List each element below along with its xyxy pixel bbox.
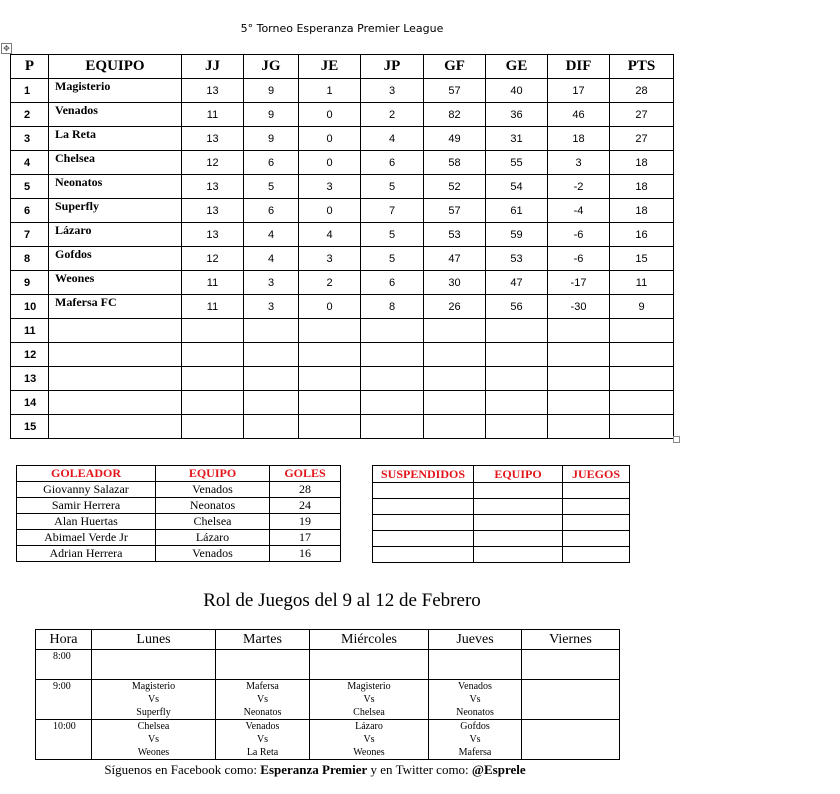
standings-cell-jp — [361, 319, 424, 343]
standings-header-row — [11, 55, 674, 79]
match-vs: Vs — [147, 694, 160, 705]
standings-cell-team — [49, 391, 182, 415]
schedule-header-cell: Hora — [36, 630, 92, 650]
standings-cell-pts: 27 — [610, 103, 674, 127]
standings-row — [11, 367, 674, 391]
standings-cell-dif: -30 — [548, 295, 610, 319]
standings-cell-dif — [548, 391, 610, 415]
scorer-row — [17, 530, 341, 546]
schedule-slot — [429, 720, 522, 760]
standings-cell-dif: 46 — [548, 103, 610, 127]
scorer-cell-name: Samir Herrera — [17, 498, 156, 514]
standings-cell-team: Lázaro — [49, 223, 182, 247]
standings-cell-jg: 6 — [244, 199, 299, 223]
match-home-team: Lázaro — [355, 721, 383, 732]
scorer-cell-name: Adrian Herrera — [17, 546, 156, 562]
standings-cell-jg: 6 — [244, 151, 299, 175]
standings-cell-jg: 5 — [244, 175, 299, 199]
standings-cell-pts: 28 — [610, 79, 674, 103]
standings-cell-pts: 16 — [610, 223, 674, 247]
standings-cell-jg — [244, 343, 299, 367]
scorers-table — [16, 465, 341, 562]
scorer-row — [17, 498, 341, 514]
standings-cell-gf: 47 — [424, 247, 486, 271]
standings-header-cell: PTS — [610, 55, 674, 79]
standings-cell-gf: 49 — [424, 127, 486, 151]
standings-cell-jg: 4 — [244, 223, 299, 247]
match-home-team: Venados — [458, 681, 492, 692]
standings-cell-je — [299, 367, 361, 391]
standings-cell-jj: 13 — [182, 127, 244, 151]
scorers-header-row — [17, 466, 341, 482]
standings-cell-gf: 30 — [424, 271, 486, 295]
standings-cell-ge — [486, 391, 548, 415]
standings-row — [11, 175, 674, 199]
standings-cell-dif: 17 — [548, 79, 610, 103]
scorer-cell-name: Abimael Verde Jr — [17, 530, 156, 546]
standings-row — [11, 247, 674, 271]
schedule-slot — [522, 650, 620, 680]
scorer-cell-team: Chelsea — [156, 514, 270, 530]
match-away-team: Neonatos — [243, 707, 282, 718]
standings-cell-jj — [182, 391, 244, 415]
schedule-slot — [92, 680, 216, 720]
standings-cell-jp: 2 — [361, 103, 424, 127]
standings-cell-jj: 12 — [182, 151, 244, 175]
standings-header-cell: EQUIPO — [49, 55, 182, 79]
standings-cell-jj — [182, 415, 244, 439]
standings-cell-p: 9 — [11, 271, 49, 295]
standings-cell-team: Mafersa FC — [49, 295, 182, 319]
standings-cell-pts: 18 — [610, 199, 674, 223]
standings-cell-jp: 7 — [361, 199, 424, 223]
match-away-team: La Reta — [246, 747, 279, 758]
scorer-row — [17, 546, 341, 562]
standings-cell-p: 14 — [11, 391, 49, 415]
standings-cell-team: Chelsea — [49, 151, 182, 175]
schedule-slot — [92, 720, 216, 760]
schedule-slot — [522, 720, 620, 760]
suspended-cell-games — [563, 499, 630, 515]
standings-cell-jj: 11 — [182, 271, 244, 295]
schedule-row — [36, 680, 620, 720]
standings-cell-dif — [548, 343, 610, 367]
standings-cell-pts: 27 — [610, 127, 674, 151]
suspended-row — [373, 499, 630, 515]
scorer-cell-name: Giovanny Salazar — [17, 482, 156, 498]
standings-cell-gf: 26 — [424, 295, 486, 319]
schedule-row — [36, 720, 620, 760]
standings-cell-je — [299, 391, 361, 415]
suspended-cell-team — [474, 515, 563, 531]
match-away-team: Mafersa — [458, 747, 492, 758]
scorer-row — [17, 514, 341, 530]
standings-cell-team: Weones — [49, 271, 182, 295]
standings-cell-jj: 13 — [182, 175, 244, 199]
standings-cell-gf: 57 — [424, 199, 486, 223]
match-away-team: Superfly — [136, 707, 171, 718]
standings-cell-team: La Reta — [49, 127, 182, 151]
standings-cell-gf — [424, 391, 486, 415]
standings-cell-p: 13 — [11, 367, 49, 391]
match-away-team: Chelsea — [353, 707, 385, 718]
schedule-slot — [310, 650, 429, 680]
standings-cell-ge — [486, 367, 548, 391]
standings-cell-team — [49, 415, 182, 439]
standings-cell-pts: 11 — [610, 271, 674, 295]
standings-cell-p: 10 — [11, 295, 49, 319]
suspended-cell-games — [563, 483, 630, 499]
standings-cell-jj: 12 — [182, 247, 244, 271]
schedule-slot — [522, 680, 620, 720]
standings-cell-jg: 3 — [244, 295, 299, 319]
standings-cell-p: 5 — [11, 175, 49, 199]
standings-cell-team — [49, 343, 182, 367]
standings-cell-pts — [610, 391, 674, 415]
standings-cell-gf: 57 — [424, 79, 486, 103]
schedule-hour: 8:00 — [36, 650, 92, 680]
schedule-hour: 10:00 — [36, 720, 92, 760]
standings-cell-je: 0 — [299, 103, 361, 127]
match-home-team: Gofdos — [460, 721, 490, 732]
standings-cell-jj: 11 — [182, 295, 244, 319]
match-vs: Vs — [147, 734, 160, 745]
match-away-team: Weones — [353, 747, 385, 758]
suspended-header-cell: EQUIPO — [474, 466, 563, 483]
match-home-team: Venados — [245, 721, 280, 732]
standings-cell-jj: 11 — [182, 103, 244, 127]
standings-header-cell: GE — [486, 55, 548, 79]
schedule-header-cell: Lunes — [92, 630, 216, 650]
standings-cell-team — [49, 319, 182, 343]
schedule-slot — [429, 680, 522, 720]
suspended-header-row — [373, 466, 630, 483]
schedule-slot — [429, 650, 522, 680]
standings-cell-jp: 4 — [361, 127, 424, 151]
standings-cell-jp: 5 — [361, 247, 424, 271]
standings-cell-jj — [182, 367, 244, 391]
standings-cell-p: 2 — [11, 103, 49, 127]
standings-cell-dif: -6 — [548, 247, 610, 271]
standings-cell-je: 2 — [299, 271, 361, 295]
standings-cell-pts — [610, 343, 674, 367]
standings-cell-je — [299, 415, 361, 439]
standings-cell-pts: 18 — [610, 151, 674, 175]
match-vs: Vs — [363, 734, 375, 745]
suspended-cell-name — [373, 515, 474, 531]
standings-cell-team: Magisterio — [49, 79, 182, 103]
standings-cell-je — [299, 343, 361, 367]
suspended-cell-name — [373, 499, 474, 515]
standings-cell-p: 8 — [11, 247, 49, 271]
standings-cell-jg: 4 — [244, 247, 299, 271]
suspended-row — [373, 531, 630, 547]
standings-cell-ge: 31 — [486, 127, 548, 151]
suspended-cell-team — [474, 499, 563, 515]
suspended-cell-team — [474, 531, 563, 547]
standings-header-cell: JP — [361, 55, 424, 79]
standings-cell-jp: 6 — [361, 271, 424, 295]
schedule-slot — [216, 720, 310, 760]
standings-cell-dif: -6 — [548, 223, 610, 247]
standings-row — [11, 151, 674, 175]
schedule-slot — [310, 720, 429, 760]
suspended-row — [373, 515, 630, 531]
match-home-team: Magisterio — [131, 681, 176, 692]
standings-row — [11, 295, 674, 319]
standings-row — [11, 199, 674, 223]
twitter-handle: @Esprele — [471, 762, 526, 777]
standings-cell-je: 0 — [299, 151, 361, 175]
standings-cell-gf: 53 — [424, 223, 486, 247]
match-vs: Vs — [256, 694, 269, 705]
match-home-team: Mafersa — [246, 681, 279, 692]
standings-cell-dif: 18 — [548, 127, 610, 151]
standings-header-cell: GF — [424, 55, 486, 79]
standings-cell-gf: 58 — [424, 151, 486, 175]
scorers-header-cell: GOLEADOR — [17, 466, 156, 482]
standings-cell-jg: 3 — [244, 271, 299, 295]
standings-header-cell: JJ — [182, 55, 244, 79]
match-away-team: Weones — [137, 747, 170, 758]
suspended-cell-games — [563, 547, 630, 563]
schedule-header-row — [36, 630, 620, 650]
standings-cell-jp: 3 — [361, 79, 424, 103]
standings-cell-jp: 6 — [361, 151, 424, 175]
standings-cell-ge: 59 — [486, 223, 548, 247]
standings-cell-je: 0 — [299, 295, 361, 319]
standings-cell-dif — [548, 415, 610, 439]
match-vs: Vs — [469, 734, 481, 745]
standings-cell-team: Gofdos — [49, 247, 182, 271]
standings-header-cell: JE — [299, 55, 361, 79]
standings-cell-jg: 9 — [244, 79, 299, 103]
standings-cell-je: 0 — [299, 127, 361, 151]
standings-cell-jg: 9 — [244, 103, 299, 127]
standings-cell-jg: 9 — [244, 127, 299, 151]
standings-cell-dif: -17 — [548, 271, 610, 295]
suspended-header-cell: JUEGOS — [563, 466, 630, 483]
standings-cell-jj — [182, 343, 244, 367]
standings-cell-je: 4 — [299, 223, 361, 247]
standings-cell-p: 12 — [11, 343, 49, 367]
schedule-slot — [92, 650, 216, 680]
standings-cell-jj: 13 — [182, 199, 244, 223]
standings-cell-gf — [424, 343, 486, 367]
match-home-team: Magisterio — [347, 681, 391, 692]
scorer-cell-team: Venados — [156, 482, 270, 498]
suspended-cell-team — [474, 483, 563, 499]
match-away-team: Neonatos — [456, 707, 494, 718]
suspended-cell-name — [373, 531, 474, 547]
standings-cell-ge — [486, 319, 548, 343]
match-home-team: Chelsea — [137, 721, 170, 732]
suspended-row — [373, 483, 630, 499]
standings-cell-p: 4 — [11, 151, 49, 175]
suspended-cell-team — [474, 547, 563, 563]
standings-row — [11, 103, 674, 127]
standings-header-cell: P — [11, 55, 49, 79]
standings-cell-p: 15 — [11, 415, 49, 439]
standings-cell-jp — [361, 343, 424, 367]
standings-cell-ge: 53 — [486, 247, 548, 271]
schedule-table — [35, 629, 620, 760]
standings-cell-p: 7 — [11, 223, 49, 247]
scorer-cell-team: Lázaro — [156, 530, 270, 546]
standings-cell-p: 6 — [11, 199, 49, 223]
standings-cell-jp — [361, 367, 424, 391]
standings-row — [11, 223, 674, 247]
footer-middle: y en Twitter como: — [367, 762, 472, 777]
table-move-handle-icon[interactable]: ✥ — [1, 43, 12, 54]
schedule-header-cell: Miércoles — [310, 630, 429, 650]
suspended-cell-name — [373, 483, 474, 499]
suspended-table — [372, 465, 630, 563]
standings-cell-dif: -4 — [548, 199, 610, 223]
standings-cell-gf — [424, 367, 486, 391]
standings-cell-jg — [244, 415, 299, 439]
scorer-cell-team: Neonatos — [156, 498, 270, 514]
suspended-cell-games — [563, 531, 630, 547]
standings-table — [10, 54, 674, 439]
match-vs: Vs — [363, 694, 375, 705]
standings-cell-dif: 3 — [548, 151, 610, 175]
standings-cell-jp: 5 — [361, 223, 424, 247]
schedule-hour: 9:00 — [36, 680, 92, 720]
facebook-handle: Esperanza Premier — [260, 762, 368, 777]
schedule-title: Rol de Juegos del 9 al 12 de Febrero — [203, 590, 481, 611]
suspended-row — [373, 547, 630, 563]
standings-cell-pts: 18 — [610, 175, 674, 199]
standings-header-cell: JG — [244, 55, 299, 79]
standings-cell-je: 0 — [299, 199, 361, 223]
standings-cell-jp — [361, 415, 424, 439]
standings-cell-gf: 52 — [424, 175, 486, 199]
standings-cell-jg — [244, 367, 299, 391]
standings-cell-pts — [610, 367, 674, 391]
scorers-header-cell: EQUIPO — [156, 466, 270, 482]
standings-cell-ge: 61 — [486, 199, 548, 223]
standings-cell-jg — [244, 391, 299, 415]
scorer-cell-team: Venados — [156, 546, 270, 562]
suspended-cell-name — [373, 547, 474, 563]
standings-cell-dif — [548, 367, 610, 391]
standings-cell-ge — [486, 415, 548, 439]
standings-cell-team — [49, 367, 182, 391]
standings-cell-jj: 13 — [182, 79, 244, 103]
schedule-header-cell: Jueves — [429, 630, 522, 650]
scorer-cell-goals: 16 — [270, 546, 341, 562]
standings-cell-pts: 15 — [610, 247, 674, 271]
scorers-header-cell: GOLES — [270, 466, 341, 482]
schedule-slot — [216, 680, 310, 720]
match-vs: Vs — [256, 734, 269, 745]
standings-cell-ge: 36 — [486, 103, 548, 127]
schedule-slot — [216, 650, 310, 680]
standings-cell-gf — [424, 319, 486, 343]
footer-prefix: Síguenos en Facebook como: — [104, 762, 261, 777]
standings-cell-jp: 8 — [361, 295, 424, 319]
standings-cell-dif: -2 — [548, 175, 610, 199]
standings-cell-ge — [486, 343, 548, 367]
standings-cell-ge: 54 — [486, 175, 548, 199]
standings-cell-p: 3 — [11, 127, 49, 151]
standings-cell-ge: 47 — [486, 271, 548, 295]
document-title: 5° Torneo Esperanza Premier League — [240, 22, 444, 35]
standings-cell-ge: 40 — [486, 79, 548, 103]
standings-cell-team: Neonatos — [49, 175, 182, 199]
standings-cell-je: 3 — [299, 175, 361, 199]
standings-cell-p: 1 — [11, 79, 49, 103]
standings-header-cell: DIF — [548, 55, 610, 79]
standings-cell-pts — [610, 319, 674, 343]
table-resize-handle[interactable] — [673, 436, 680, 443]
suspended-header-cell: SUSPENDIDOS — [373, 466, 474, 483]
standings-cell-team: Superfly — [49, 199, 182, 223]
standings-row — [11, 391, 674, 415]
scorer-cell-goals: 17 — [270, 530, 341, 546]
schedule-header-cell: Viernes — [522, 630, 620, 650]
standings-cell-jj — [182, 319, 244, 343]
scorer-cell-goals: 19 — [270, 514, 341, 530]
scorer-cell-goals: 24 — [270, 498, 341, 514]
standings-cell-je: 1 — [299, 79, 361, 103]
standings-cell-dif — [548, 319, 610, 343]
standings-cell-p: 11 — [11, 319, 49, 343]
standings-cell-je: 3 — [299, 247, 361, 271]
standings-cell-je — [299, 319, 361, 343]
suspended-cell-games — [563, 515, 630, 531]
schedule-row — [36, 650, 620, 680]
standings-cell-team: Venados — [49, 103, 182, 127]
match-vs: Vs — [469, 694, 481, 705]
standings-cell-ge: 56 — [486, 295, 548, 319]
scorer-cell-name: Alan Huertas — [17, 514, 156, 530]
standings-cell-ge: 55 — [486, 151, 548, 175]
scorer-row — [17, 482, 341, 498]
schedule-slot — [310, 680, 429, 720]
standings-cell-jp: 5 — [361, 175, 424, 199]
standings-cell-jj: 13 — [182, 223, 244, 247]
schedule-header-cell: Martes — [216, 630, 310, 650]
standings-cell-gf — [424, 415, 486, 439]
standings-row — [11, 319, 674, 343]
standings-cell-pts: 9 — [610, 295, 674, 319]
standings-cell-jp — [361, 391, 424, 415]
standings-row — [11, 343, 674, 367]
standings-cell-pts — [610, 415, 674, 439]
standings-row — [11, 127, 674, 151]
standings-row — [11, 79, 674, 103]
scorer-cell-goals: 28 — [270, 482, 341, 498]
footer-social — [0, 762, 630, 778]
standings-cell-jg — [244, 319, 299, 343]
standings-row — [11, 271, 674, 295]
standings-row — [11, 415, 674, 439]
standings-cell-gf: 82 — [424, 103, 486, 127]
